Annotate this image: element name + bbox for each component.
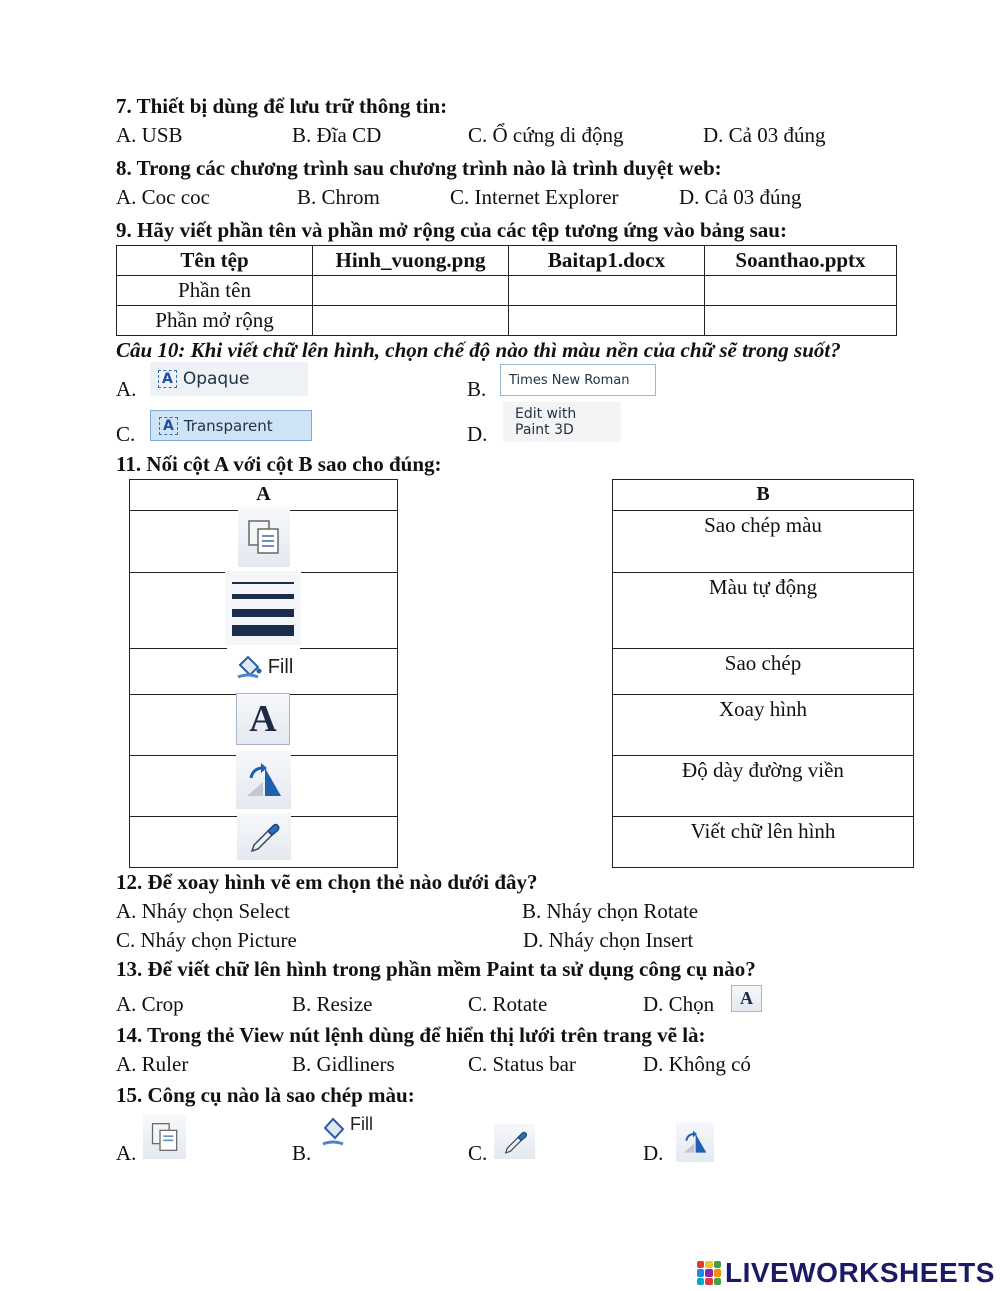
question-12: 12. Để xoay hình vẽ em chọn thẻ nào dưới đây? [116, 870, 538, 894]
answer-cell[interactable] [313, 276, 509, 306]
paint-bucket-icon [320, 1114, 348, 1148]
answer-cell[interactable] [509, 276, 705, 306]
column-b-item[interactable]: Viết chữ lên hình [613, 816, 913, 869]
q12-option-b[interactable]: B. Nháy chọn Rotate [522, 899, 699, 923]
column-b-item[interactable]: Độ dày đường viền [613, 755, 913, 816]
line-thickness-icon[interactable] [225, 571, 301, 645]
color-picker-icon[interactable] [494, 1124, 535, 1159]
question-7: 7. Thiết bị dùng để lưu trữ thông tin: [116, 94, 448, 118]
font-name-label: Times New Roman [509, 372, 630, 388]
column-b-header: B [756, 483, 770, 505]
fill-button-image[interactable] [227, 648, 300, 686]
q13-option-d[interactable]: D. Chọn [643, 992, 715, 1016]
question-11: 11. Nối cột A với cột B sao cho đúng: [116, 452, 442, 476]
q8-option-b[interactable]: B. Chrom [297, 185, 380, 209]
table-header: Hinh_vuong.png [313, 246, 509, 276]
column-b-item[interactable]: Màu tự động [613, 572, 913, 648]
question-14: 14. Trong thẻ View nút lệnh dùng để hiển thị lưới trên trang vẽ là: [116, 1023, 706, 1047]
q15-option-d[interactable]: D. [643, 1141, 664, 1165]
paint-3d-button-image[interactable] [503, 402, 621, 442]
file-name-table [116, 245, 897, 336]
column-b-item[interactable]: Xoay hình [613, 694, 913, 755]
q12-option-a[interactable]: A. Nháy chọn Select [116, 899, 290, 923]
column-a-header: A [256, 483, 271, 505]
q7-option-a[interactable]: A. USB [116, 123, 183, 147]
q14-option-d[interactable]: D. Không có [643, 1052, 751, 1076]
q8-option-a[interactable]: A. Coc coc [116, 185, 210, 209]
table-header: Tên tệp [117, 246, 313, 276]
q8-option-d[interactable]: D. Cả 03 đúng [679, 185, 802, 209]
q14-option-a[interactable]: A. Ruler [116, 1052, 189, 1076]
q7-option-b[interactable]: B. Đĩa CD [292, 123, 382, 147]
q15-option-b[interactable]: B. [292, 1141, 312, 1165]
q14-option-c[interactable]: C. Status bar [468, 1052, 576, 1076]
font-box-image[interactable] [500, 364, 656, 396]
q8-option-c[interactable]: C. Internet Explorer [450, 185, 619, 209]
paint-3d-label-line2: Paint 3D [515, 422, 574, 438]
question-8: 8. Trong các chương trình sau chương trình nào là trình duyệt web: [116, 156, 722, 180]
table-header: Baitap1.docx [509, 246, 705, 276]
opaque-button-image[interactable] [150, 362, 308, 396]
text-tool-glyph: A [740, 988, 753, 1008]
logo-text: LIVEWORKSHEETS [725, 1257, 995, 1288]
logo-mark-icon [697, 1261, 721, 1285]
q13-option-b[interactable]: B. Resize [292, 992, 373, 1016]
q13-option-c[interactable]: C. Rotate [468, 992, 548, 1016]
q10-option-c[interactable]: C. [116, 422, 136, 446]
transparent-button-image[interactable] [150, 410, 312, 441]
answer-cell[interactable] [705, 306, 897, 336]
column-b-item[interactable]: Sao chép màu [613, 510, 913, 572]
q14-option-b[interactable]: B. Gidliners [292, 1052, 395, 1076]
text-tool-icon[interactable] [731, 985, 762, 1012]
q7-option-c[interactable]: C. Ổ cứng di động [468, 123, 624, 147]
column-b-table [612, 479, 914, 868]
q10-option-d[interactable]: D. [467, 422, 488, 446]
fill-label: Fill [267, 655, 294, 678]
row-label-name: Phần tên [117, 276, 313, 306]
q12-option-c[interactable]: C. Nháy chọn Picture [116, 928, 297, 952]
transparent-label: Transparent [183, 416, 273, 435]
row-label-extension: Phần mở rộng [117, 306, 313, 336]
paint-bucket-icon [234, 653, 264, 681]
q15-option-a[interactable]: A. [116, 1141, 137, 1165]
q10-option-b[interactable]: B. [467, 377, 487, 401]
color-picker-icon[interactable] [237, 813, 291, 860]
q7-option-d[interactable]: D. Cả 03 đúng [703, 123, 826, 147]
copy-icon[interactable] [238, 507, 290, 567]
opaque-label: Opaque [182, 369, 250, 389]
text-box-icon: A [158, 370, 177, 388]
q13-option-a[interactable]: A. Crop [116, 992, 184, 1016]
question-15: 15. Công cụ nào là sao chép màu: [116, 1083, 415, 1107]
rotate-icon[interactable] [236, 751, 291, 809]
rotate-icon[interactable] [676, 1122, 714, 1162]
question-13: 13. Để viết chữ lên hình trong phần mềm Paint ta sử dụng công cụ nào? [116, 957, 756, 981]
text-tool-glyph: A [249, 698, 277, 740]
question-10: Câu 10: Khi viết chữ lên hình, chọn chế độ nào thì màu nền của chữ sẽ trong suốt? [116, 338, 841, 362]
q10-option-a[interactable]: A. [116, 377, 137, 401]
answer-cell[interactable] [705, 276, 897, 306]
answer-cell[interactable] [509, 306, 705, 336]
liveworksheets-logo [697, 1257, 995, 1289]
answer-cell[interactable] [313, 306, 509, 336]
text-box-icon: A [159, 417, 178, 435]
column-b-item[interactable]: Sao chép [613, 648, 913, 694]
q15-option-c[interactable]: C. [468, 1141, 488, 1165]
text-tool-icon[interactable] [236, 693, 290, 745]
copy-icon[interactable] [143, 1115, 186, 1159]
table-header: Soanthao.pptx [705, 246, 897, 276]
paint-3d-label-line1: Edit with [515, 406, 577, 422]
fill-label: Fill [350, 1114, 373, 1134]
question-9: 9. Hãy viết phần tên và phần mở rộng của các tệp tương ứng vào bảng sau: [116, 218, 787, 242]
q12-option-d[interactable]: D. Nháy chọn Insert [523, 928, 694, 952]
fill-button-image[interactable] [318, 1110, 375, 1162]
